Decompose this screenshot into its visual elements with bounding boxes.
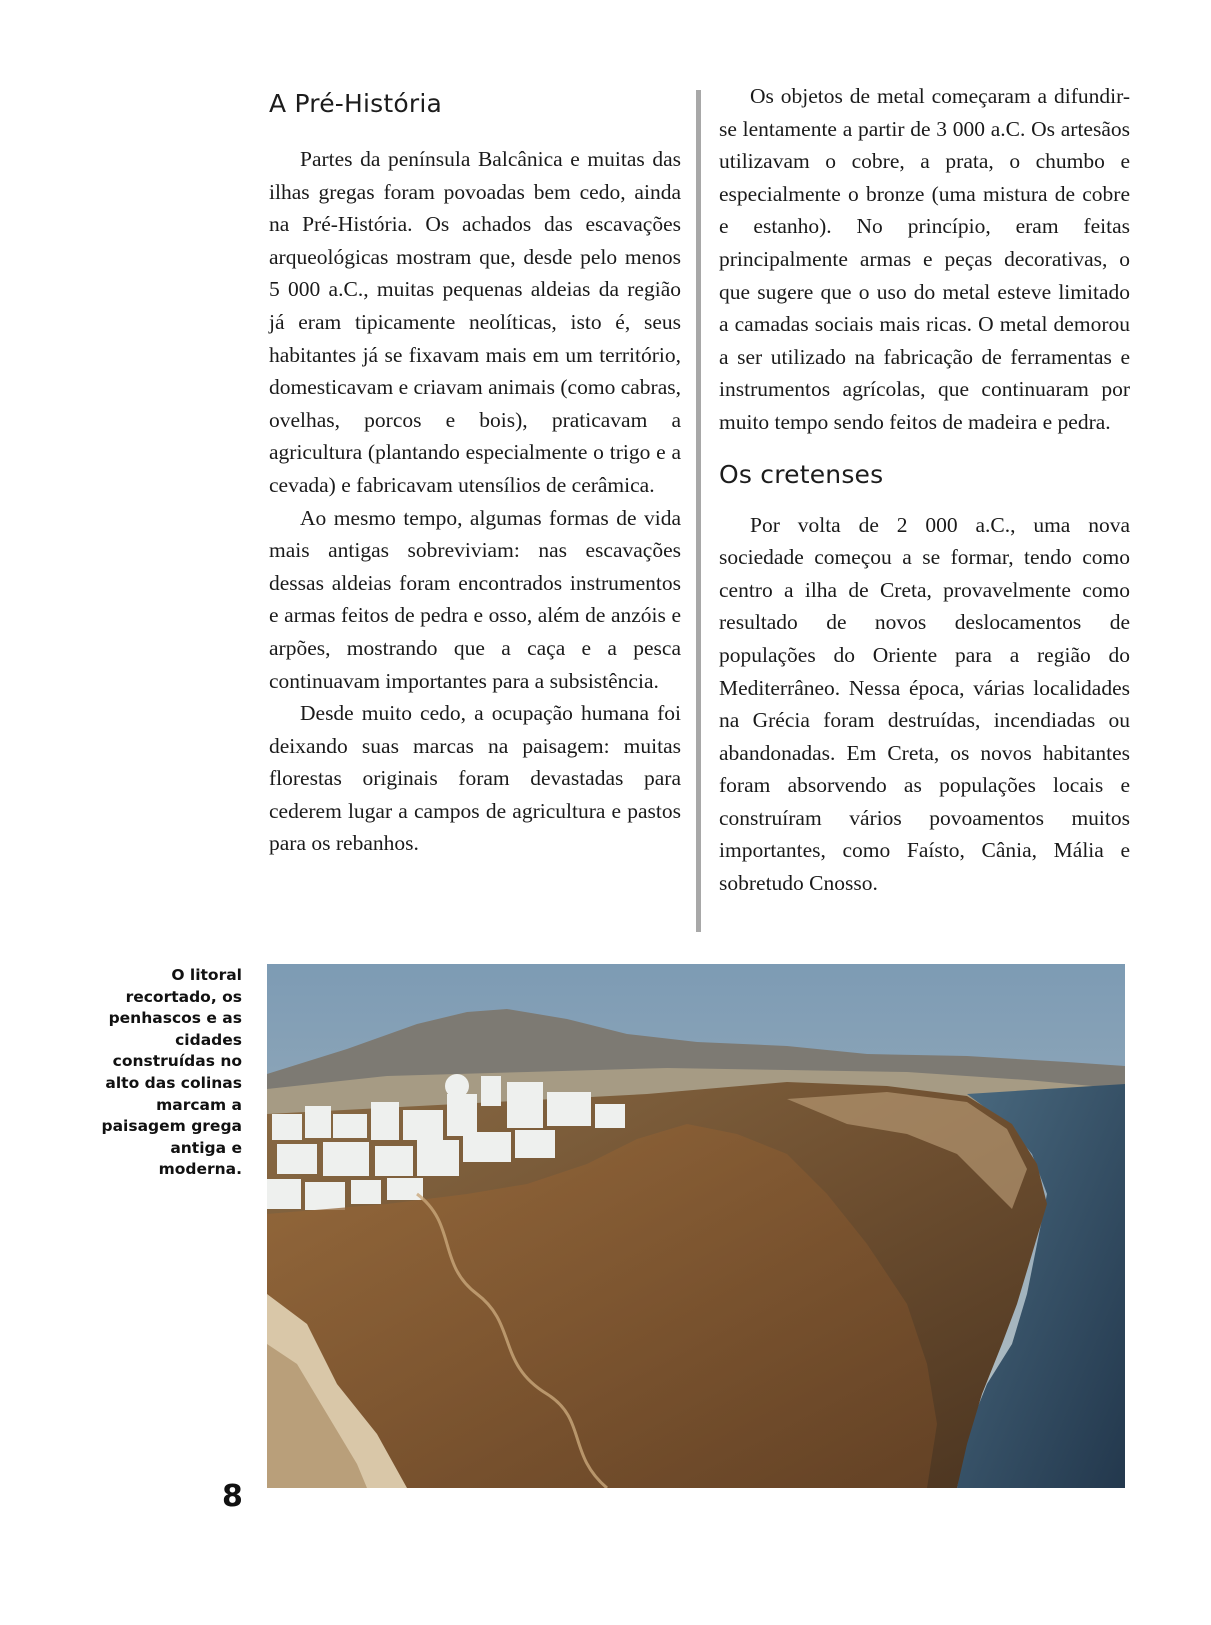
page-number: 8 <box>222 1479 243 1514</box>
paragraph: Desde muito cedo, a ocupação humana foi deixando suas marcas na paisagem: muitas florestas originais foram devastadas para cederem lugar a campos de agricultura e pastos para os rebanhos. <box>269 701 681 856</box>
section-heading-cretans: Os cretenses <box>719 459 884 489</box>
column-divider <box>696 90 701 932</box>
right-column <box>719 80 1130 900</box>
paragraph: Ao mesmo tempo, algumas formas de vida mais antigas sobreviviam: nas escavações dessas aldeias foram encontrados instrumentos e armas feitos de pedra e osso, além de anzóis e arpões, mostrando que a caça e a pesca continuavam importantes para a subsistência. <box>269 505 681 693</box>
left-column <box>269 80 681 860</box>
section-heading-prehistory: A Pré-História <box>269 89 443 118</box>
coastline-photo <box>267 964 1125 1488</box>
paragraph: Os objetos de metal começaram a difundir-se lentamente a partir de 3 000 a.C. Os artesãos utilizavam o cobre, a prata, o chumbo e especialmente o bronze (uma mistura de cobre e estanho). No princípio, eram feitas principalmente armas e peças decorativas, o que sugere que o uso do metal esteve limitado a camadas sociais mais ricas. O metal demorou a ser utilizado na fabricação de ferramentas e instrumentos agrícolas, que continuaram por muito tempo sendo feitos de madeira e pedra. <box>719 84 1130 434</box>
paragraph: Por volta de 2 000 a.C., uma nova sociedade começou a se formar, tendo como centro a ilha de Creta, provavelmente como resultado de novos deslocamentos de populações do Oriente para a região do Mediterrâneo. Nessa época, várias localidades na Grécia foram destruídas, incendiadas ou abandonadas. Em Creta, os novos habitantes foram absorvendo as populações locais e construíram vários povoamentos muitos importantes, como Faísto, Cânia, Mália e sobretudo Cnosso. <box>719 512 1130 896</box>
figure-caption: O litoral recortado, os penhascos e as cidades construídas no alto das colinas marcam a paisagem grega antiga e moderna. <box>101 966 242 1179</box>
paragraph: Partes da península Balcânica e muitas das ilhas gregas foram povoadas bem cedo, ainda na Pré-História. Os achados das escavações arqueológicas mostram que, desde pelo menos 5 000 a.C., muitas pequenas aldeias da região já eram tipicamente neolíticas, isto é, seus habitantes já se fixavam mais em um território, domesticavam e criavam animais (como cabras, ovelhas, porcos e bois), praticavam a agricultura (plantando especialmente o trigo e a cevada) e fabricavam utensílios de cerâmica. <box>269 147 681 497</box>
